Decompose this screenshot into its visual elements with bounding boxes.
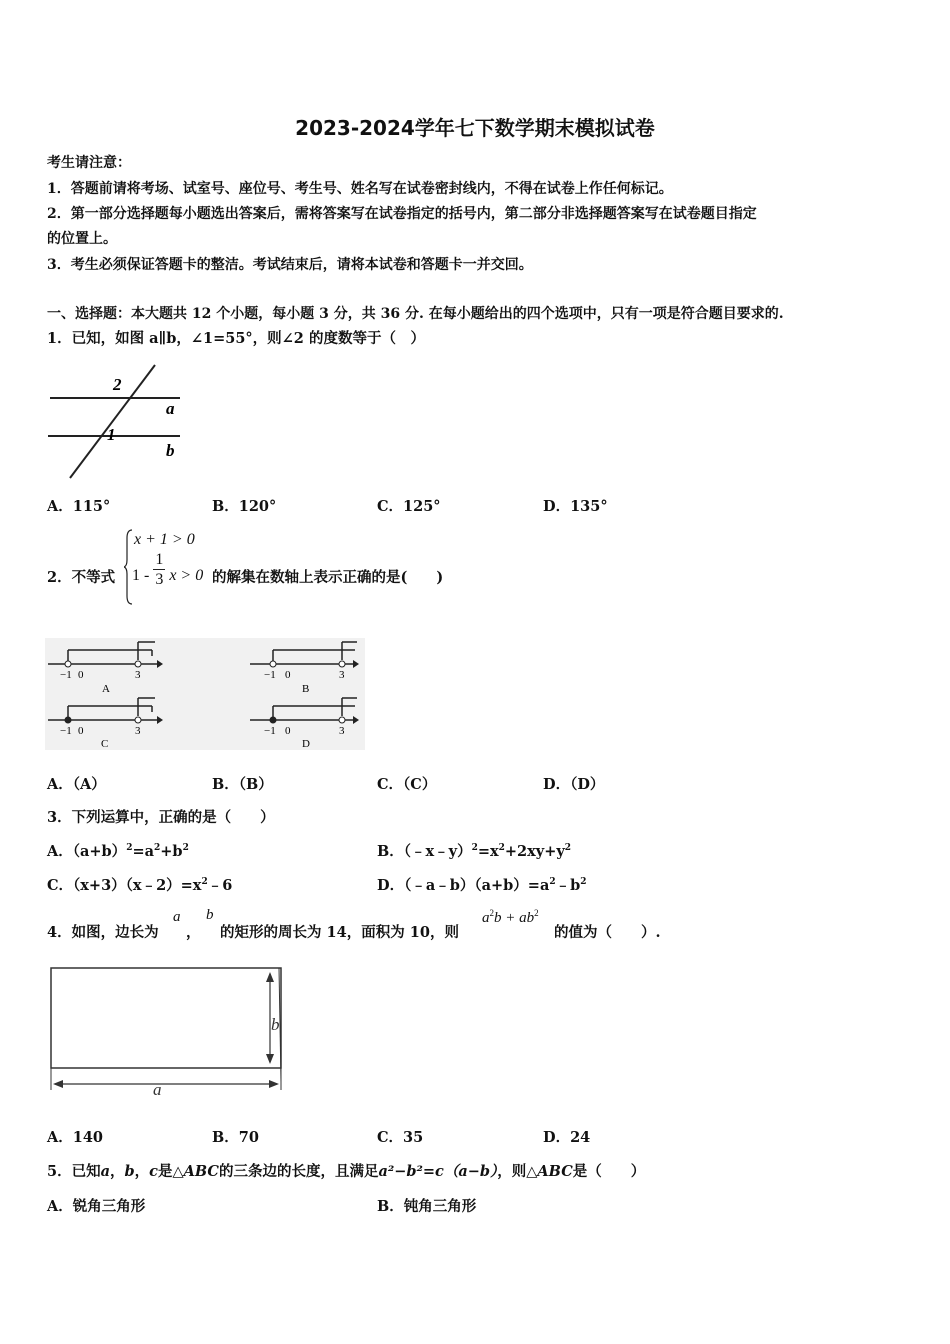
notice-item-1: 1．答题前请将考场、试室号、座位号、考生号、姓名写在试卷密封线内，不得在试卷上作任何标记。: [47, 181, 673, 197]
q4-option-a[interactable]: A．140: [47, 1129, 104, 1146]
q2-number-lines-figure: [45, 638, 365, 750]
q3-c-lead: C．（x+3）（x﹣2）=x: [47, 877, 202, 894]
q3-d-sup2: 2: [580, 877, 587, 888]
a-tick-neg1: −1: [60, 669, 72, 681]
b-tick-neg1: −1: [264, 669, 276, 681]
a-tick-3: 3: [135, 669, 141, 681]
q5-is: 是△: [157, 1163, 184, 1180]
q1-option-a[interactable]: A．115°: [47, 498, 111, 515]
q3-option-c[interactable]: [47, 874, 232, 895]
q2-option-a[interactable]: A．（A）: [47, 776, 106, 793]
q5-tail: 是（ ）: [572, 1163, 646, 1180]
q3-a-sup1: 2: [126, 843, 133, 854]
c-tick-3: 3: [135, 725, 141, 737]
q2-frac-den: 3: [155, 571, 164, 588]
q4-expr-a: a: [482, 910, 490, 926]
q2-prefix: 2．不等式: [47, 569, 116, 586]
q5-text: [47, 1160, 645, 1181]
q3-d-sup1: 2: [549, 877, 556, 888]
q2-ineq2-tail: x > 0: [169, 567, 204, 585]
q5-c: c: [149, 1163, 158, 1180]
q2-frac-num: 1: [155, 551, 164, 568]
q4-expr-b: b + ab: [494, 910, 535, 926]
q2-inequality-2: [132, 551, 204, 590]
notice-item-2: 2．第一部分选择题每小题选出答案后，需将答案写在试卷指定的括号内，第二部分非选择题答案写在试卷题目指定: [47, 206, 757, 222]
q5-lead: 5．已知: [47, 1163, 101, 1180]
figure-background: [45, 638, 365, 750]
q3-a-sup2: 2: [154, 843, 161, 854]
line-a-label: a: [166, 399, 175, 418]
q3-a-mid: =a: [132, 843, 154, 860]
q3-c-mid: ﹣6: [207, 877, 233, 894]
q5-option-b[interactable]: B．钝角三角形: [377, 1198, 477, 1215]
q3-a-sup3: 2: [182, 843, 189, 854]
side-a-label: a: [153, 1080, 162, 1099]
rectangle: [51, 968, 281, 1068]
q2-suffix: 的解集在数轴上表示正确的是( ): [212, 569, 444, 586]
q4-tail: 的值为（ ）.: [554, 924, 661, 941]
q3-a-lead: A．（a+b）: [47, 843, 127, 860]
side-b-label: b: [271, 1015, 280, 1034]
d-label: D: [302, 738, 310, 750]
q5-then: ，则△: [497, 1163, 538, 1180]
q1-option-d[interactable]: D．135°: [543, 498, 608, 515]
c-label: C: [101, 738, 109, 750]
notice-item-3: 3．考生必须保证答题卡的整洁。考试结束后，请将本试卷和答题卡一并交回。: [47, 257, 533, 273]
a-tick-0: 0: [78, 669, 84, 681]
c-tick-0: 0: [78, 725, 84, 737]
q5-abc2: ABC: [537, 1163, 573, 1180]
notice-item-2-cont: 的位置上。: [47, 231, 117, 247]
notice-heading: 考生请注意：: [47, 155, 131, 171]
q3-b-sup3: 2: [564, 843, 572, 854]
q4-lead: 4．如图，边长为: [47, 924, 159, 941]
q3-b-sup1: 2: [471, 843, 478, 854]
d-tick-3: 3: [339, 725, 345, 737]
d-tick-neg1: −1: [264, 725, 276, 737]
q4-var-b: b: [206, 907, 214, 923]
q4-var-a: a: [173, 909, 181, 925]
q5-mid: 的三条边的长度，且满足: [218, 1163, 379, 1180]
a-label: A: [102, 683, 110, 695]
q4-option-b[interactable]: B．70: [212, 1129, 259, 1146]
line-b-label: b: [166, 441, 175, 460]
q3-b-sup2: 2: [498, 843, 505, 854]
page-title: 2023-2024学年七下数学期末模拟试卷: [295, 116, 655, 140]
q2-inequality-1: [134, 531, 195, 549]
q1-option-c[interactable]: C．125°: [377, 498, 441, 515]
q4-rectangle-figure: [45, 962, 295, 1102]
q3-option-b[interactable]: [377, 840, 571, 861]
d-tick-0: 0: [285, 725, 291, 737]
q3-c-sup1: 2: [201, 877, 208, 888]
q4-expression: [482, 908, 539, 927]
q5-abc: ABC: [183, 1163, 219, 1180]
q4-sep: ，: [186, 924, 201, 941]
q2-option-c[interactable]: C．（C）: [377, 776, 437, 793]
q3-b-lead: B．（﹣x﹣y）: [377, 843, 472, 860]
q1-option-b[interactable]: B．120°: [212, 498, 277, 515]
q2-fraction: [153, 551, 165, 590]
q4-mid: 的矩形的周长为 14，面积为 10，则: [220, 924, 459, 941]
angle-1-label: 1: [107, 425, 116, 444]
section-heading: 一、选择题：本大题共 12 个小题，每小题 3 分，共 36 分. 在每小题给出的四个选项中，只有一项是符合题目要求的.: [47, 306, 784, 322]
q5-a: a: [100, 1163, 110, 1180]
q3-a-mid2: +b: [160, 843, 183, 860]
q3-d-mid: ﹣b: [555, 877, 581, 894]
q5-option-a[interactable]: A．锐角三角形: [47, 1198, 146, 1215]
q3-option-a[interactable]: [47, 840, 189, 861]
q5-b: b: [124, 1163, 135, 1180]
q2-ineq1-text: x + 1 > 0: [134, 531, 195, 548]
q5-comma2: ，: [134, 1163, 150, 1180]
q4-expr-sup: 2: [489, 908, 494, 918]
q3-b-mid2: +2xy+y: [504, 843, 565, 860]
b-label: B: [302, 683, 310, 695]
q5-comma1: ，: [110, 1163, 125, 1180]
b-tick-0: 0: [285, 669, 291, 681]
c-tick-neg1: −1: [60, 725, 72, 737]
b-tick-3: 3: [339, 669, 345, 681]
q3-option-d[interactable]: [377, 874, 587, 895]
q4-option-c[interactable]: C．35: [377, 1129, 424, 1146]
q2-ineq2-lead: 1 -: [132, 567, 150, 585]
q3-text: 3．下列运算中，正确的是（ ）: [47, 809, 275, 826]
q4-option-d[interactable]: D．24: [543, 1129, 591, 1146]
q4-expr-sup2: 2: [534, 908, 539, 918]
q1-text: 1．已知，如图 a∥b，∠1=55°，则∠2 的度数等于（ ）: [47, 330, 425, 347]
q1-parallel-lines-figure: [45, 360, 190, 485]
q5-expr: a²−b²=c（a−b）: [378, 1163, 498, 1180]
angle-2-label: 2: [113, 375, 122, 394]
q3-b-mid: =x: [477, 843, 499, 860]
q3-d-lead: D．（﹣a﹣b）（a+b）=a: [377, 877, 550, 894]
q2-option-b[interactable]: B．（B）: [212, 776, 273, 793]
q2-option-d[interactable]: D．（D）: [543, 776, 605, 793]
